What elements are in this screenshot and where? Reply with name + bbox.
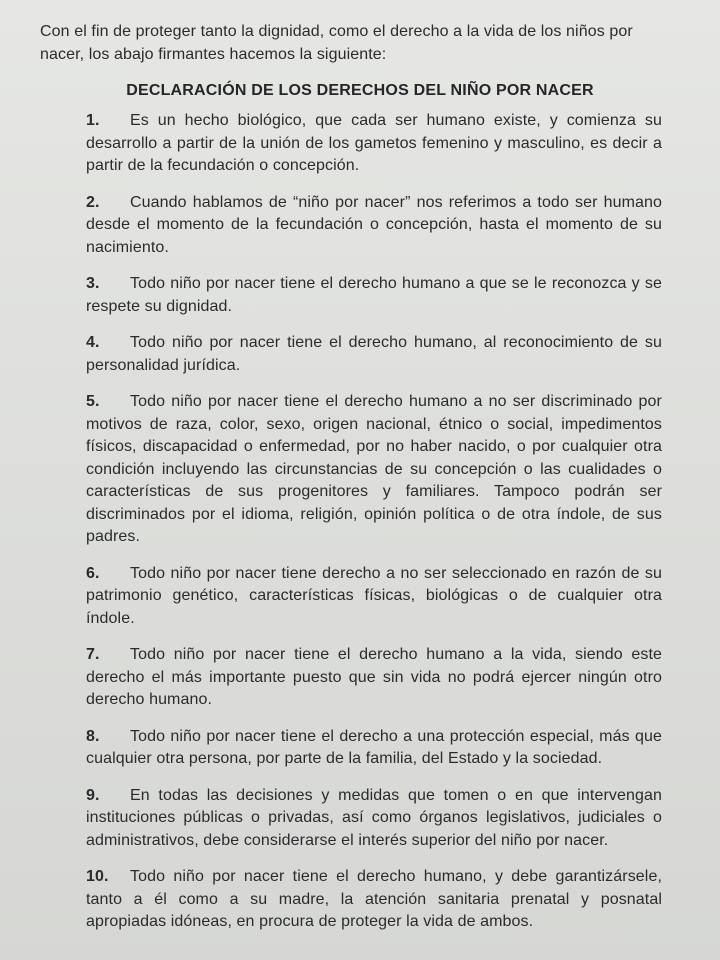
document-title: DECLARACIÓN DE LOS DERECHOS DEL NIÑO POR NACER: [126, 82, 594, 99]
item-text: Todo niño por nacer tiene derecho a no ser seleccionado en razón de su patrimonio genético, características físicas, biológicas o de cualquier otra índole.: [86, 564, 662, 627]
item-text: Todo niño por nacer tiene el derecho humano a no ser discriminado por motivos de raza, color, sexo, origen nacional, étnico o social, impedimentos físicos, discapacidad o enfermedad, por no haber nacido, o por cualquier otra condición incluyendo las circunstancias de su concepción o las cualidades o características de sus progenitores y familiares. Tampoco podrán ser discriminados por el idioma, religión, opinión política o de otra índole, de sus padres.: [86, 393, 662, 545]
item-number: 4.: [86, 334, 100, 351]
item-text: Todo niño por nacer tiene el derecho humano a que se le reconozca y se respete su dignidad.: [86, 275, 662, 315]
list-item: [86, 785, 662, 853]
item-text: Es un hecho biológico, que cada ser humano existe, y comienza su desarrollo a partir de la unión de los gametos femenino y masculino, es decir a partir de la fecundación o concepción.: [86, 112, 662, 174]
item-number: 10.: [86, 868, 109, 885]
item-text: Todo niño por nacer tiene el derecho humano, y debe garantizársele, tanto a él como a su madre, la atención sanitaria prenatal y posnatal apropiadas idóneas, en procura de proteger la vida de ambos.: [86, 868, 662, 930]
intro-paragraph: Con el fin de proteger tanto la dignidad, como el derecho a la vida de los niños por nacer, los abajo firmantes hacemos la siguiente:: [40, 23, 633, 63]
item-number: 6.: [86, 564, 100, 582]
list-item: [86, 563, 662, 631]
item-text: Cuando hablamos de “niño por nacer” nos referimos a todo ser humano desde el momento de la fecundación o concepción, hasta el momento de su nacimiento.: [86, 193, 662, 256]
item-number: 5.: [86, 393, 100, 410]
item-number: 2.: [86, 193, 100, 211]
item-text: En todas las decisiones y medidas que tomen o en que intervengan instituciones públicas o privadas, así como órganos legislativos, judiciales o administrativos, debe considerarse el interés superior del niño por nacer.: [86, 786, 662, 849]
item-number: 8.: [86, 727, 100, 745]
list-item: [86, 726, 662, 771]
list-item: [86, 391, 662, 549]
item-text: Todo niño por nacer tiene el derecho a una protección especial, más que cualquier otra persona, por parte de la familia, del Estado y la sociedad.: [86, 727, 662, 767]
item-number: 9.: [86, 786, 100, 804]
list-item: [86, 644, 662, 712]
item-number: 7.: [86, 646, 100, 663]
item-number: 3.: [86, 275, 100, 292]
list-item: [86, 110, 662, 178]
list-item: [86, 192, 662, 260]
list-item: [86, 866, 662, 934]
declaration-list: [40, 110, 662, 934]
item-number: 1.: [86, 112, 100, 129]
item-text: Todo niño por nacer tiene el derecho humano a la vida, siendo este derecho el más importante puesto que sin vida no podrá ejercer ningún otro derecho humano.: [86, 646, 662, 708]
list-item: [86, 332, 662, 377]
list-item: [86, 273, 662, 318]
item-text: Todo niño por nacer tiene el derecho humano, al reconocimiento de su personalidad jurídica.: [86, 334, 662, 374]
